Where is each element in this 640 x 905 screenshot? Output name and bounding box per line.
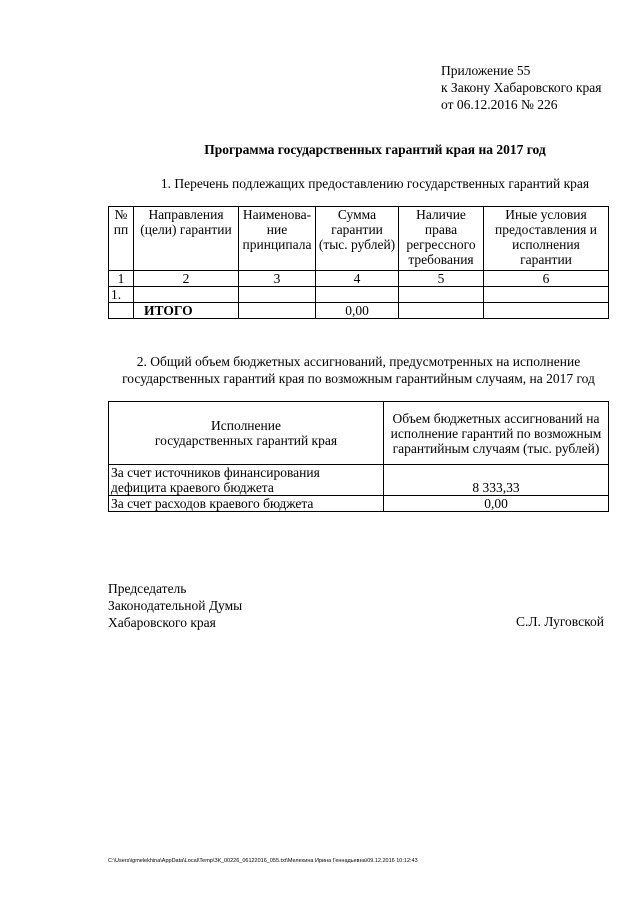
budget-col2-header: Объем бюджетных ассигнований на исполнение гарантий по возможным гарантийным случаям (тыс. рублей) (384, 402, 609, 465)
total-row (109, 303, 609, 319)
budget-header-row (109, 402, 609, 465)
signature-line-2: Законодательной Думы (108, 598, 243, 613)
section2-heading-line2: государственных гарантий края по возможным гарантийным случаям, на 2017 год (122, 371, 595, 386)
signatory-name: С.Л. Луговской (516, 614, 604, 629)
col-number: 3 (239, 271, 316, 287)
section2-heading (108, 353, 609, 387)
header-principal: Наименова-ние принципала (239, 207, 316, 271)
col-number: 5 (399, 271, 484, 287)
header-amount: Сумма гарантии (тыс. рублей) (316, 207, 399, 271)
table-numbers-row (109, 271, 609, 287)
signature-line-3: Хабаровского края (108, 615, 216, 630)
section2-heading-line1: 2. Общий объем бюджетных ассигнований, предусмотренных на исполнение (136, 354, 581, 369)
guarantees-table (108, 206, 609, 319)
col-number: 4 (316, 271, 399, 287)
budget-row1-value: 8 333,33 (384, 465, 609, 496)
col-number: 6 (484, 271, 609, 287)
header-other: Иные условия предоставления и исполнения гарантии (484, 207, 609, 271)
budget-table (108, 401, 609, 512)
file-path-footer: C:\Users\igmelekhina\AppData\Local\Temp\ЗК_00226_06122016_055.txt\Мелехина Ирина Геннадьевна\09.12.2016 10:12:43 (108, 858, 418, 864)
budget-row1-label: За счет источников финансирования дефицита краевого бюджета (109, 465, 384, 496)
budget-row2-label: За счет расходов краевого бюджета (109, 496, 384, 512)
document-title: Программа государственных гарантий края на 2017 год (204, 142, 546, 157)
annex-line-3: от 06.12.2016 № 226 (441, 97, 558, 112)
col-number: 1 (109, 271, 134, 287)
header-purpose: Направления (цели) гарантии (134, 207, 239, 271)
signature-block (108, 580, 242, 631)
budget-col1-header: Исполнение государственных гарантий края (109, 402, 384, 465)
total-label: ИТОГО (134, 303, 239, 319)
table-row (109, 496, 609, 512)
annex-line-1: Приложение 55 (441, 63, 531, 78)
section1-heading: 1. Перечень подлежащих предоставлению государственных гарантий края (160, 176, 590, 191)
col-number: 2 (134, 271, 239, 287)
row-number: 1. (109, 287, 134, 303)
header-regress: Наличие права регрессного требования (399, 207, 484, 271)
table-row (109, 287, 609, 303)
total-value: 0,00 (316, 303, 399, 319)
annex-line-2: к Закону Хабаровского края (441, 80, 602, 95)
budget-row2-value: 0,00 (384, 496, 609, 512)
table-row (109, 465, 609, 496)
table-header-row (109, 207, 609, 271)
header-num: № пп (109, 207, 134, 271)
signature-line-1: Председатель (108, 581, 187, 596)
annex-block (441, 62, 602, 113)
